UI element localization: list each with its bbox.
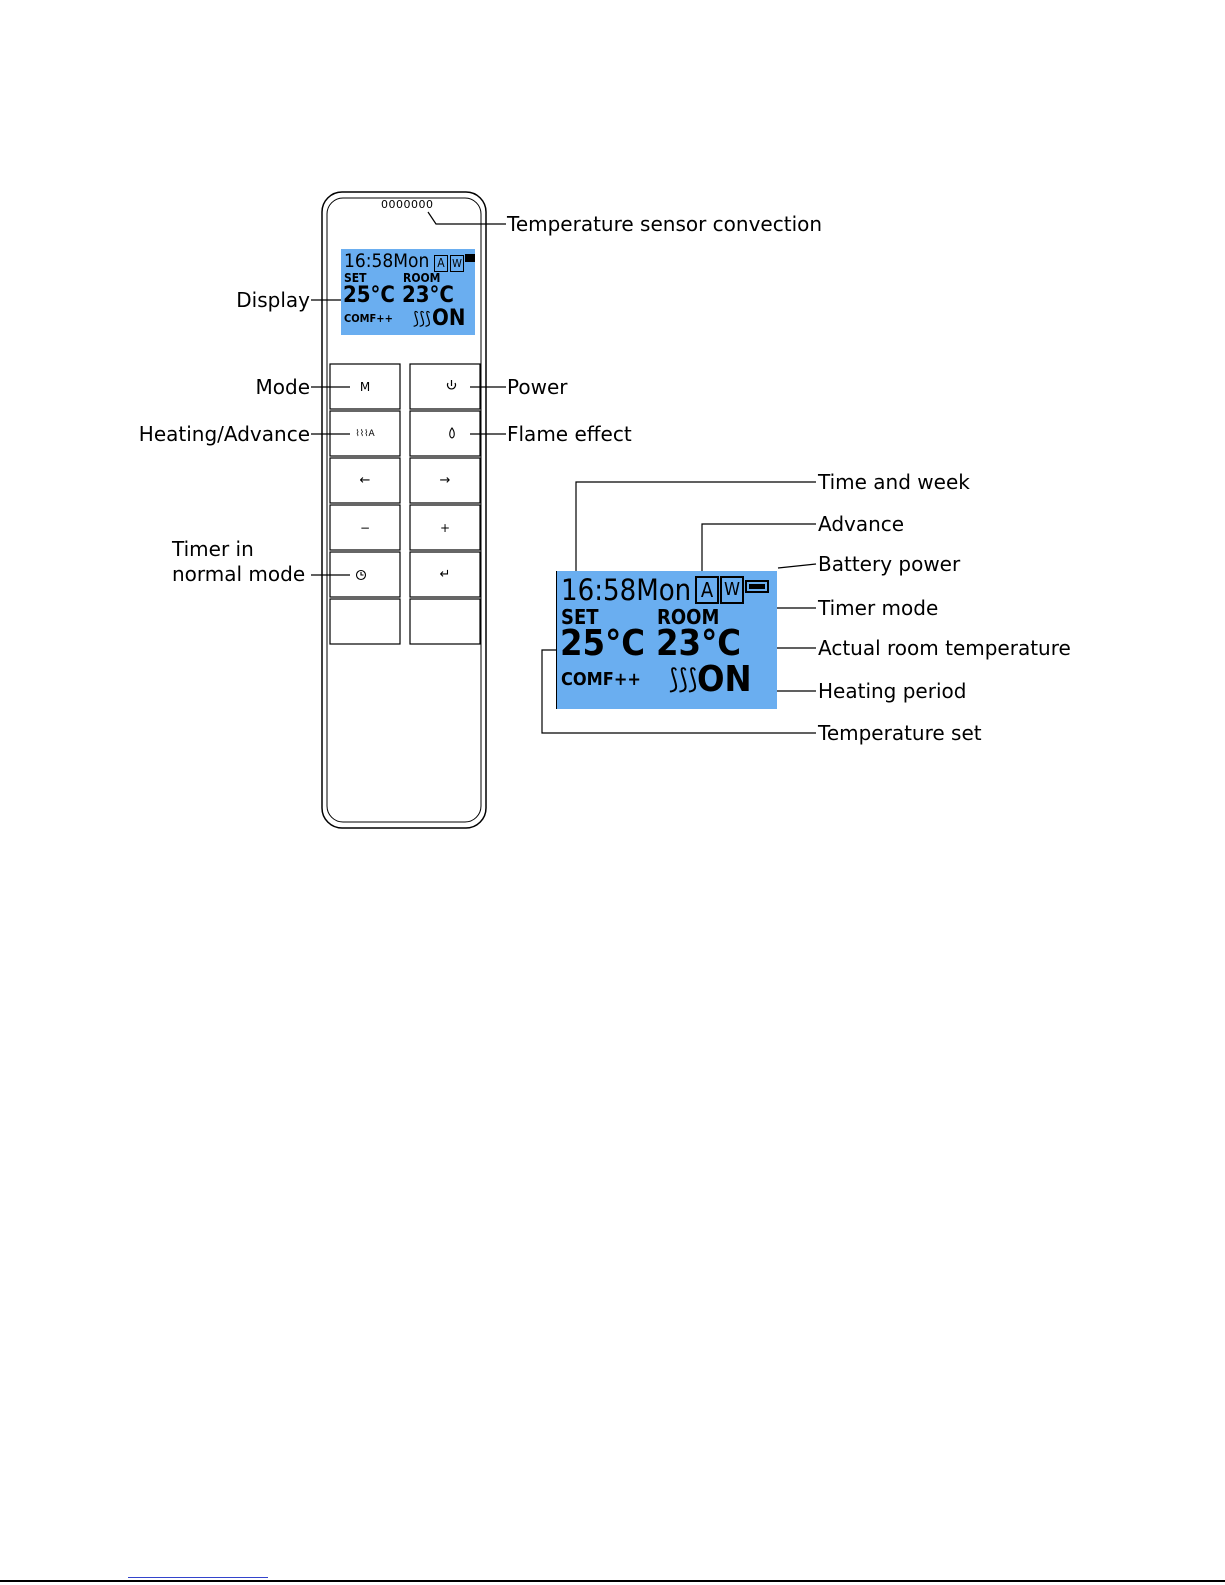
enter-button[interactable]: ↵ bbox=[439, 567, 451, 582]
lcd-timer-letter: W bbox=[720, 576, 744, 604]
lcd-advance bbox=[695, 576, 719, 604]
power-button[interactable] bbox=[410, 364, 480, 409]
lcd-time-value: 16:58 bbox=[561, 573, 637, 607]
lcd-small-advance bbox=[434, 252, 448, 272]
blank-right-button[interactable] bbox=[410, 599, 480, 644]
lcd-set-label: SET bbox=[561, 605, 599, 629]
flame-effect-button[interactable] bbox=[410, 411, 480, 456]
lcd-small-heat-state: ON bbox=[432, 306, 466, 331]
lcd-heat-state: ON bbox=[697, 659, 752, 700]
label-battery-power: Battery power bbox=[818, 552, 961, 576]
timer-button[interactable] bbox=[330, 552, 400, 597]
lcd-small-timer bbox=[450, 252, 464, 272]
zoomed-display bbox=[556, 571, 777, 709]
label-temperature-set: Temperature set bbox=[818, 721, 982, 745]
label-flame-effect: Flame effect bbox=[507, 422, 632, 446]
lcd-room-temp: 23°C bbox=[656, 623, 742, 664]
lcd-advance-letter: A bbox=[695, 576, 719, 604]
minus-button[interactable]: − bbox=[359, 520, 371, 535]
sensor-holes: 0000000 bbox=[381, 198, 434, 211]
battery-icon-small bbox=[465, 254, 475, 262]
label-power: Power bbox=[507, 375, 568, 399]
lcd-comfort: COMF++ bbox=[561, 669, 641, 690]
lcd-small-advance-letter: A bbox=[434, 255, 448, 272]
remote-display bbox=[341, 249, 475, 335]
lcd-small-time-value: 16:58 bbox=[344, 250, 394, 272]
battery-icon bbox=[745, 580, 769, 593]
lcd-timer bbox=[720, 576, 744, 604]
lcd-set-temp: 25°C bbox=[560, 623, 646, 664]
heat-waves-icon: ⟆⟆⟆ bbox=[669, 664, 698, 695]
lcd-small-timer-letter: W bbox=[450, 255, 464, 272]
lcd-small-day: Mon bbox=[393, 250, 430, 272]
leader-battery-power bbox=[778, 564, 816, 568]
label-timer-mode: Timer mode bbox=[818, 596, 939, 620]
right-arrow-button[interactable]: → bbox=[439, 473, 451, 488]
heating-advance-button[interactable]: ⌇⌇⌇A bbox=[355, 428, 375, 439]
label-advance: Advance bbox=[818, 512, 905, 536]
lcd-small-room-temp: 23°C bbox=[402, 283, 454, 308]
footer-rule bbox=[0, 1580, 1225, 1582]
label-timer-line1: Timer in bbox=[172, 537, 254, 561]
label-temperature-sensor: Temperature sensor convection bbox=[507, 212, 823, 236]
label-display: Display bbox=[236, 288, 310, 312]
blank-left-button[interactable] bbox=[330, 599, 400, 644]
leader-temperature-sensor bbox=[428, 212, 506, 224]
lcd-room-label: ROOM bbox=[657, 605, 720, 629]
lcd-day: Mon bbox=[636, 573, 692, 607]
footer-link-underline bbox=[128, 1577, 268, 1578]
lcd-small-time bbox=[344, 250, 429, 272]
plus-button[interactable]: + bbox=[439, 520, 451, 535]
heat-waves-icon-small: ⟆⟆⟆ bbox=[413, 309, 431, 329]
label-timer-line2: normal mode bbox=[172, 562, 306, 586]
lcd-time bbox=[561, 573, 691, 607]
leader-advance bbox=[702, 524, 816, 575]
label-heating-advance: Heating/Advance bbox=[138, 422, 310, 446]
lcd-small-room-label: ROOM bbox=[403, 271, 441, 285]
leader-time-and-week bbox=[576, 482, 816, 575]
label-actual-room-temperature: Actual room temperature bbox=[818, 636, 1071, 660]
mode-button[interactable]: M bbox=[359, 379, 371, 394]
lcd-small-comfort: COMF++ bbox=[344, 312, 393, 325]
lcd-small-set-label: SET bbox=[344, 271, 367, 285]
label-time-and-week: Time and week bbox=[818, 470, 970, 494]
lcd-small-set-temp: 25°C bbox=[343, 283, 395, 308]
left-arrow-button[interactable]: ← bbox=[359, 473, 371, 488]
label-heating-period: Heating period bbox=[818, 679, 967, 703]
label-mode: Mode bbox=[255, 375, 310, 399]
